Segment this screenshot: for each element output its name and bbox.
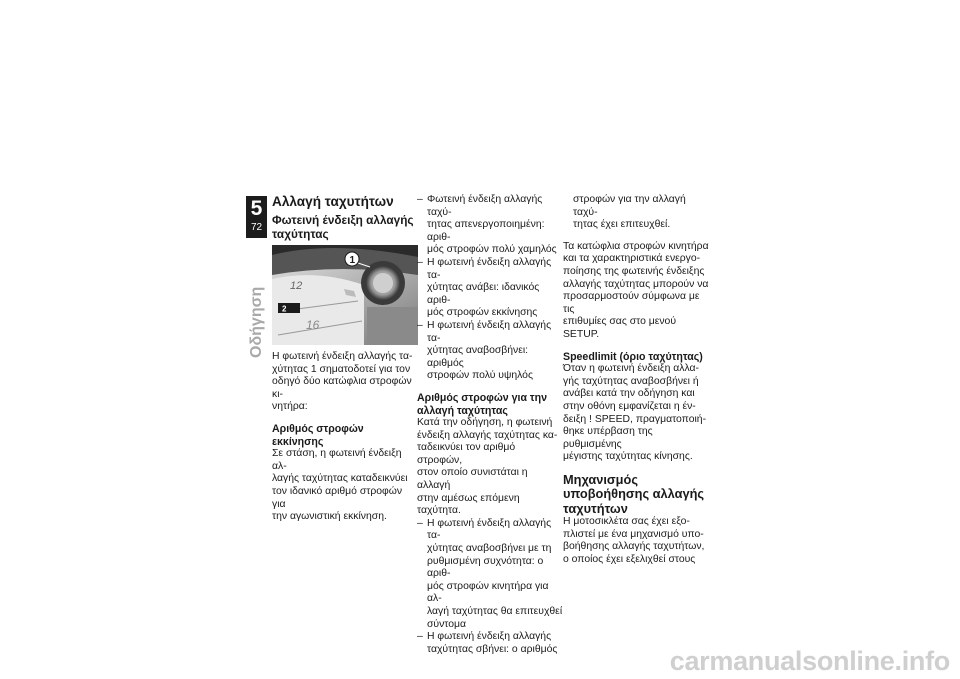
text-line: βοήθησης αλλαγής ταχυτήτων, (563, 541, 705, 553)
text-line: ταχύτητας σβήνει: ο αριθμός (427, 643, 558, 655)
text-line: τον ιδανικό αριθμό στροφών για (272, 485, 403, 510)
text-line: προσαρμοστούν σύμφωνα με τις (563, 291, 700, 315)
text-line: μός στροφών εκκίνησης (427, 307, 538, 319)
text-line: αλλαγή ταχύτητας (417, 404, 508, 417)
text-line: Μηχανισμός (563, 471, 638, 487)
shift-light-figure (272, 245, 418, 345)
text-line: και τα χαρακτηριστικά ενεργο- (563, 253, 701, 265)
text-line: Η φωτεινή ένδειξη αλλαγής τα- (272, 351, 413, 362)
text-line: στην αμέσως επόμενη ταχύτητα. (417, 492, 520, 517)
text-line: επιθυμίες σας στο μενού SETUP. (563, 316, 677, 340)
text-line: – Η φωτεινή ένδειξη αλλαγής τα- (427, 319, 552, 344)
text-line: μός στροφών πολύ χαμηλός (427, 244, 557, 256)
text-line: δειξη ! SPEED, πραγματοποιή- (563, 413, 707, 425)
gear-indicator: 2 (282, 304, 287, 314)
list-item (417, 518, 563, 631)
text-line: σύντομα (427, 618, 467, 630)
chapter-tab (246, 196, 267, 238)
text-line: ταχυτήτων (563, 500, 628, 516)
text-line: στροφών πολύ υψηλός (427, 370, 533, 382)
text-line: – Φωτεινή ένδειξη αλλαγής ταχύ- (427, 194, 543, 218)
speedlimit-heading: Speedlimit (όριο ταχύτητας) (563, 350, 703, 363)
text-line: Η μοτοσικλέτα σας έχει εξο- (563, 516, 690, 528)
start-rpm-heading: Αριθμός στροφών εκκίνησης (272, 422, 364, 448)
text-line: νητήρα: (272, 401, 308, 413)
shift-rpm-heading (417, 392, 563, 417)
gauge-label-12: 12 (290, 280, 303, 292)
list-item (417, 631, 563, 656)
text-line: γής ταχύτητας αναβοσβήνει ή (563, 375, 699, 387)
gauge-label-16: 16 (306, 318, 320, 332)
mechanism-heading (563, 473, 709, 516)
text-line: ένδειξη αλλαγής ταχύτητας κα- (417, 429, 558, 441)
column-2 (417, 194, 563, 656)
text-line: υποβοήθησης αλλαγής (563, 486, 705, 502)
text-line: πλιστεί με ένα μηχανισμό υπο- (563, 528, 704, 540)
column-3 (563, 194, 709, 566)
chapter-number: 5 (250, 197, 263, 220)
callout-number: 1 (349, 255, 356, 266)
instrument-cluster-illustration (272, 245, 418, 345)
text-line: χύτητας ανάβει: ιδανικός αριθ- (427, 282, 540, 306)
text-line: χύτητας αναβοσβήνει με τη (427, 543, 552, 555)
text-line: στροφών για την αλλαγή ταχύ- (573, 194, 686, 218)
text-line: χύτητας αναβοσβήνει: αριθμός (427, 345, 529, 369)
intro-text (272, 351, 418, 414)
text-line: αλλαγής ταχύτητας μπορούν να (563, 278, 709, 290)
chapter-side-label: Οδήγηση (248, 286, 265, 358)
text-line: στον οποίο συνιστάται η αλλαγή (417, 467, 528, 492)
text-line: λαγής ταχύτητας καταδεικνύει (272, 473, 408, 485)
section-title: Αλλαγή ταχυτήτων (272, 194, 394, 209)
text-line: θηκε υπέρβαση της ρυθμισμένης (563, 426, 653, 450)
speedlimit-text (563, 363, 709, 464)
text-line: τητας έχει επιτευχθεί. (573, 219, 671, 231)
text-line: την αγωνιστική εκκίνηση. (272, 511, 387, 523)
text-line: μός στροφών κινητήρα για αλ- (427, 580, 549, 605)
text-line: Σε στάση, η φωτεινή ένδειξη αλ- (272, 448, 402, 472)
page-number: 72 (250, 222, 263, 233)
text-line: – Η φωτεινή ένδειξη αλλαγής τα- (427, 517, 552, 542)
text-line: μέγιστης ταχύτητας κίνησης. (563, 451, 693, 463)
text-line: Τα κατώφλια στροφών κινητήρα (563, 240, 709, 252)
text-line: τητας απενεργοποιημένη: αριθ- (427, 219, 545, 243)
list-item (417, 194, 563, 257)
text-line: ανάβει κατά την οδήγηση και (563, 388, 695, 400)
text-line: – Η φωτεινή ένδειξη αλλαγής τα- (427, 256, 552, 281)
text-line: Κατά την οδήγηση, η φωτεινή (417, 417, 553, 429)
text-line: οδηγό δύο κατώφλια στροφών κι- (272, 376, 412, 400)
mechanism-text (563, 516, 709, 566)
text-line: ο οποίος έχει εξελιχθεί στους (563, 553, 696, 565)
text-line: ρυθμισμένη συχνότητα: ο αριθ- (427, 555, 544, 580)
continued-text (563, 194, 709, 232)
text-line: Αριθμός στροφών για την (417, 391, 548, 404)
text-line: ποίησης της φωτεινής ένδειξης (563, 265, 705, 277)
text-line: Όταν η φωτεινή ένδειξη αλλα- (563, 363, 699, 375)
thresholds-text (563, 241, 709, 342)
text-line: στην οθόνη εμφανίζεται η έν- (563, 400, 696, 412)
list-item (417, 320, 563, 383)
text-line: – Η φωτεινή ένδειξη αλλαγής (427, 631, 552, 643)
subsection-title: Φωτεινή ένδειξη αλλαγής ταχύτητας (272, 213, 414, 241)
text-line: λαγή ταχύτητας θα επιτευχθεί (427, 606, 563, 617)
column-1 (272, 194, 418, 524)
list-item (417, 257, 563, 320)
text-line: χύτητας 1 σηματοδοτεί για τον (272, 363, 411, 375)
watermark: carmanualsonline.info (669, 646, 950, 676)
start-rpm-text (272, 448, 418, 524)
shift-rpm-text (417, 417, 563, 518)
text-line: ταδεικνύει τον αριθμό στροφών, (417, 442, 516, 466)
